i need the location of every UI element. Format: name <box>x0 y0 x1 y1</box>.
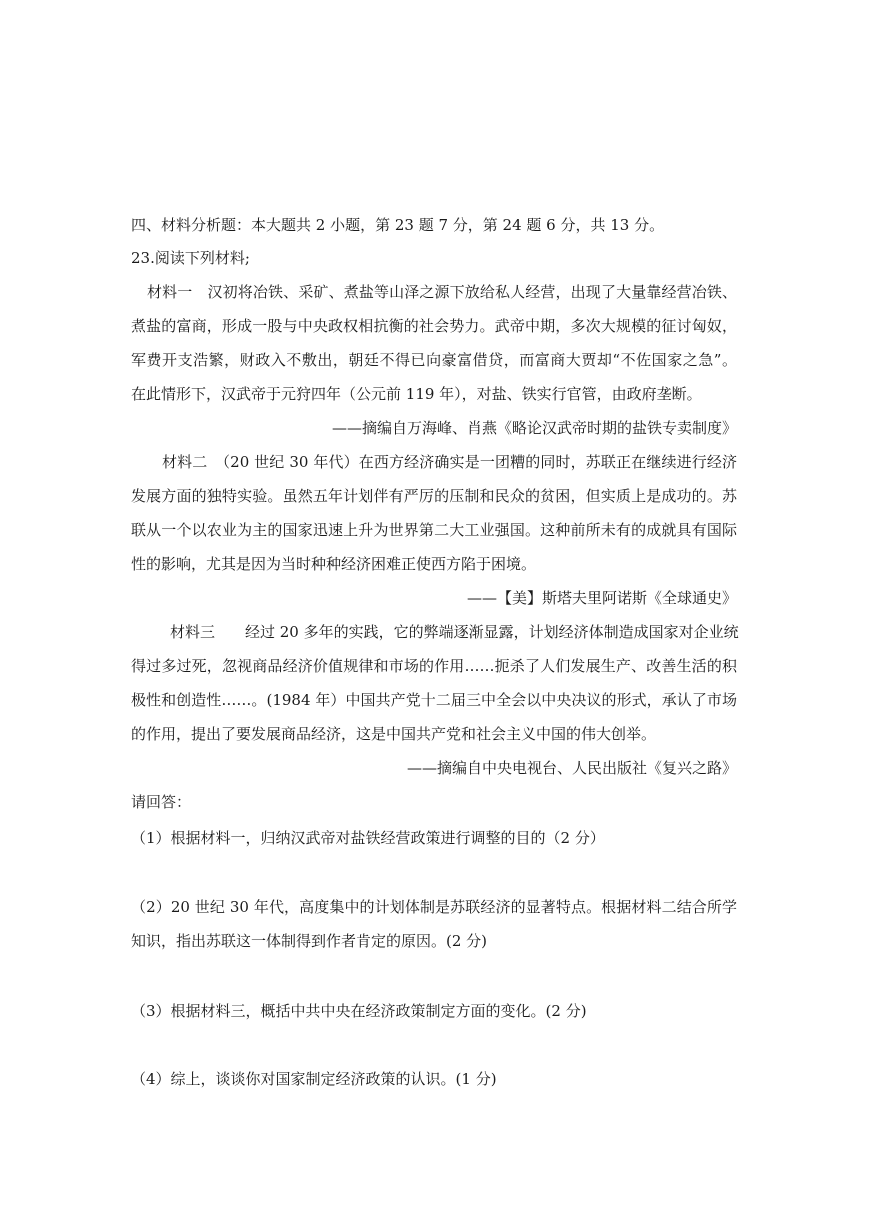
question-3: （3）根据材料三，概括中共中央在经济政策制定方面的变化。(2 分) <box>131 1002 587 1020</box>
material-one-line: 在此情形下，汉武帝于元狩四年（公元前 119 年），对盐、铁实行官管，由政府垄断。 <box>131 385 702 403</box>
material-three-source: ——摘编自中央电视台、人民出版社《复兴之路》 <box>406 759 737 777</box>
question-1: （1）根据材料一，归纳汉武帝对盐铁经营政策进行调整的目的（2 分） <box>131 829 605 847</box>
material-one-line: 材料一 汉初将冶铁、采矿、煮盐等山泽之源下放给私人经营，出现了大量靠经营冶铁、 <box>147 283 737 301</box>
question-2-line: 知识，指出苏联这一体制得到作者肯定的原因。(2 分) <box>131 932 488 950</box>
material-one-line: 煮盐的富商，形成一股与中央政权相抗衡的社会势力。武帝中期，多次大规模的征讨匈奴， <box>131 317 737 335</box>
material-two-source: ——【美】斯塔夫里阿诺斯《全球通史》 <box>466 589 737 607</box>
material-three-line: 的作用，提出了要发展商品经济，这是中国共产党和社会主义中国的伟大创举。 <box>131 725 657 743</box>
material-three-line: 极性和创造性……。(1984 年）中国共产党十二届三中全会以中央决议的形式，承认了市场 <box>131 691 737 709</box>
question-title: 23.阅读下列材料; <box>131 249 250 267</box>
material-one-line: 军费开支浩繁，财政入不敷出，朝廷不得已向豪富借贷，而富商大贾却“不佐国家之急”。 <box>131 351 737 369</box>
answer-prompt: 请回答： <box>131 793 192 811</box>
question-2-line: （2）20 世纪 30 年代，高度集中的计划体制是苏联经济的显著特点。根据材料二结合所学 <box>131 898 737 916</box>
section-header: 四、材料分析题：本大题共 2 小题，第 23 题 7 分，第 24 题 6 分，共 13 分。 <box>131 216 665 234</box>
material-one-source: ——摘编自万海峰、肖燕《略论汉武帝时期的盐铁专卖制度》 <box>331 419 737 437</box>
question-4: （4）综上，谈谈你对国家制定经济政策的认识。(1 分) <box>131 1070 497 1088</box>
material-two-line: 联从一个以农业为主的国家迅速上升为世界第二大工业强国。这种前所未有的成就具有国际 <box>131 521 737 539</box>
material-two-line: 发展方面的独特实验。虽然五年计划伴有严厉的压制和民众的贫困，但实质上是成功的。苏 <box>131 487 737 505</box>
material-two-line: 材料二 （20 世纪 30 年代）在西方经济确实是一团糟的同时，苏联正在继续进行经济 <box>162 453 737 471</box>
material-three-line: 得过多过死，忽视商品经济价值规律和市场的作用……扼杀了人们发展生产、改善生活的积 <box>131 657 737 675</box>
material-three-line: 材料三 经过 20 多年的实践，它的弊端逐渐显露，计划经济体制造成国家对企业统 <box>170 623 739 641</box>
material-two-line: 性的影响，尤其是因为当时种种经济困难正使西方陷于困境。 <box>131 555 537 573</box>
